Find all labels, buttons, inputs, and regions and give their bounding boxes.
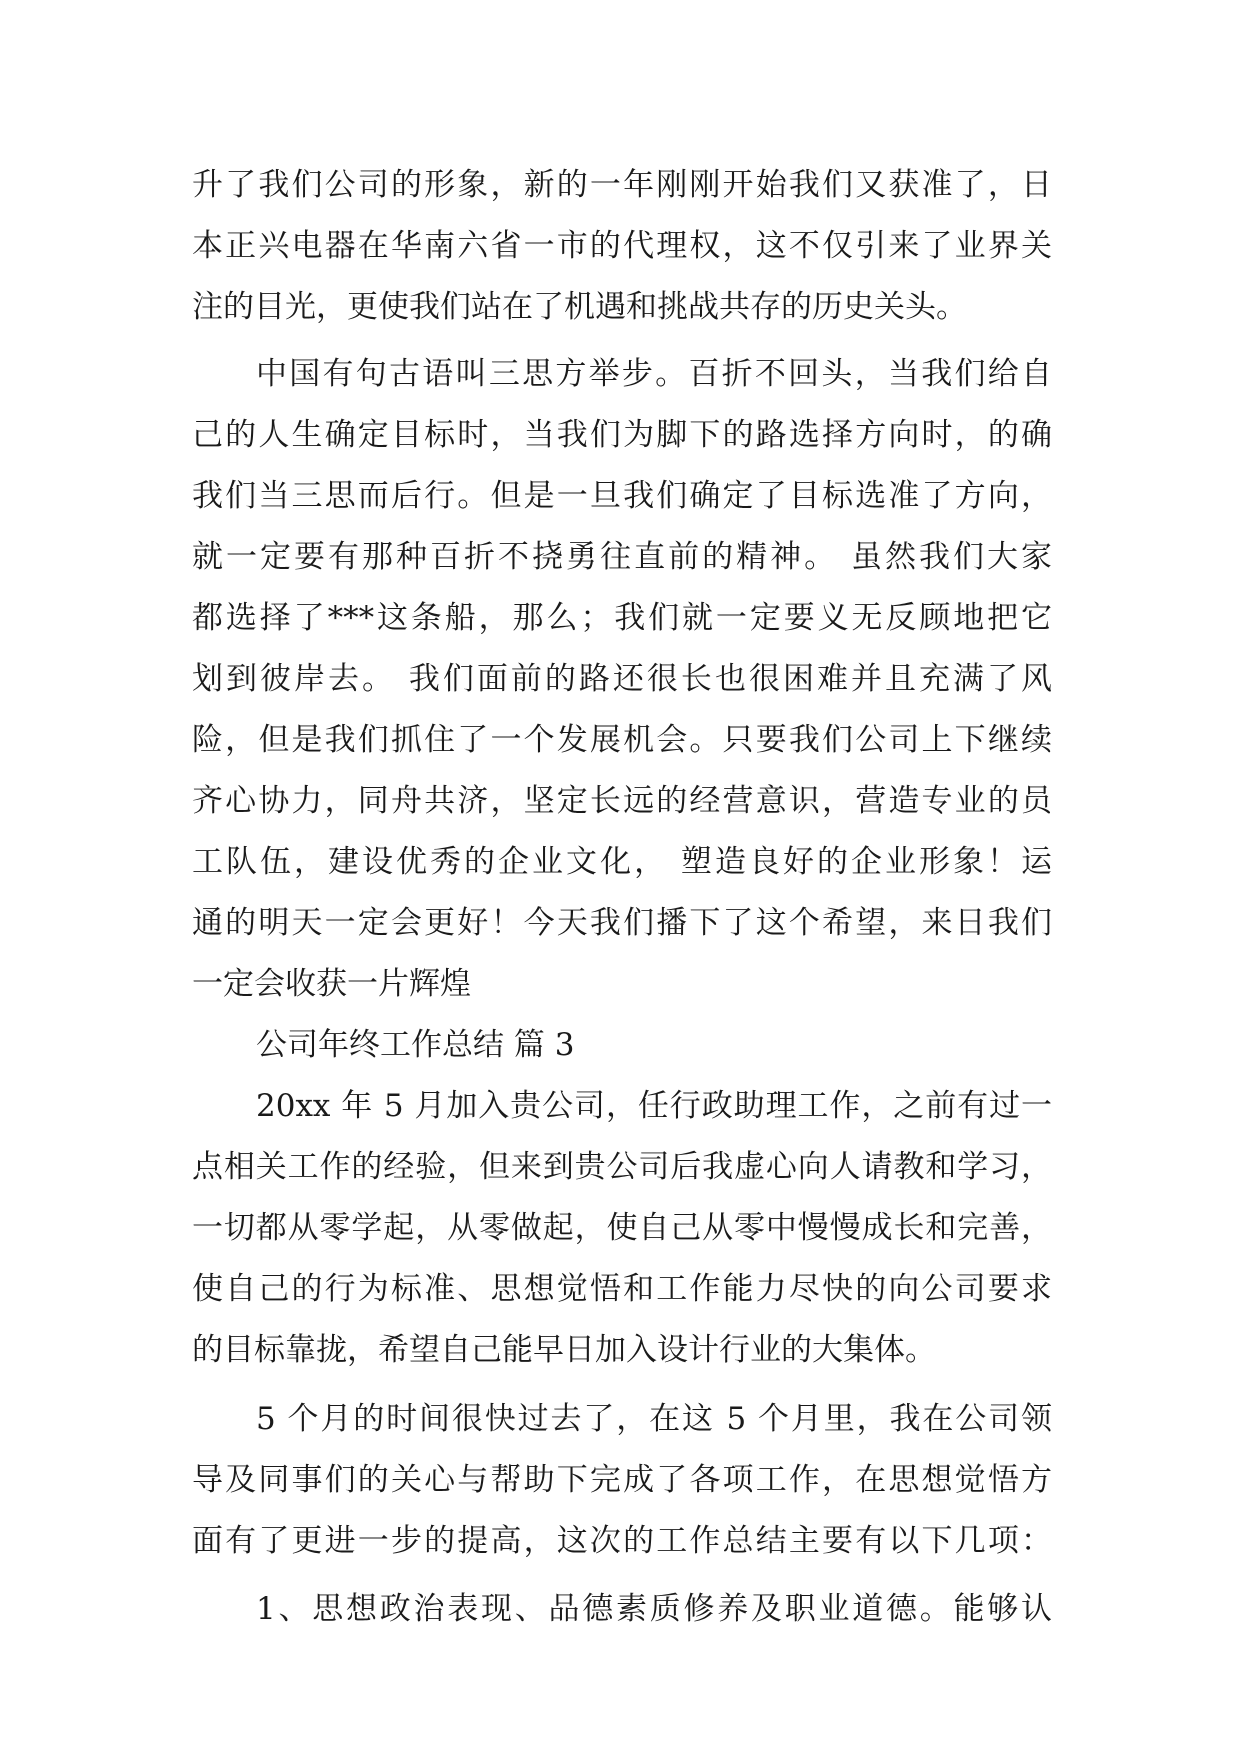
body-line: 中国有句古语叫三思方举步。百折不回头，当我们给自 (256, 356, 1052, 392)
body-line: 面有了更进一步的提高，这次的工作总结主要有以下几项： (192, 1523, 1052, 1559)
body-line: 险，但是我们抓住了一个发展机会。只要我们公司上下继续 (192, 722, 1052, 758)
body-line: 我们当三思而后行。但是一旦我们确定了目标选准了方向， (192, 478, 1052, 514)
body-line: 己的人生确定目标时，当我们为脚下的路选择方向时，的确 (192, 417, 1052, 453)
body-line: 通的明天一定会更好！今天我们播下了这个希望，来日我们 (192, 905, 1052, 941)
body-line: 就一定要有那种百折不挠勇往直前的精神。 虽然我们大家 (192, 539, 1052, 575)
body-line: 工队伍，建设优秀的企业文化， 塑造良好的企业形象！运 (192, 844, 1052, 880)
body-line: 20xx 年 5 月加入贵公司，任行政助理工作，之前有过一 (256, 1088, 1052, 1124)
body-line: 导及同事们的关心与帮助下完成了各项工作，在思想觉悟方 (192, 1462, 1052, 1498)
body-line: 点相关工作的经验，但来到贵公司后我虚心向人请教和学习， (192, 1149, 1052, 1185)
section-heading: 公司年终工作总结 篇 3 (256, 1027, 575, 1063)
body-line: 本正兴电器在华南六省一市的代理权，这不仅引来了业界关 (192, 228, 1052, 264)
body-line: 使自己的行为标准、思想觉悟和工作能力尽快的向公司要求 (192, 1271, 1052, 1307)
body-line: 升了我们公司的形象，新的一年刚刚开始我们又获准了，日 (192, 167, 1052, 203)
body-line: 一切都从零学起，从零做起，使自己从零中慢慢成长和完善， (192, 1210, 1052, 1246)
body-line: 5 个月的时间很快过去了，在这 5 个月里，我在公司领 (256, 1401, 1052, 1437)
body-line: 都选择了***这条船，那么；我们就一定要义无反顾地把它 (192, 600, 1052, 636)
body-line: 划到彼岸去。 我们面前的路还很长也很困难并且充满了风 (192, 661, 1052, 697)
body-line: 的目标靠拢，希望自己能早日加入设计行业的大集体。 (192, 1332, 936, 1368)
body-line: 注的目光，更使我们站在了机遇和挑战共存的历史关头。 (192, 289, 967, 325)
body-line: 一定会收获一片辉煌 (192, 966, 471, 1002)
body-line: 齐心协力，同舟共济，坚定长远的经营意识，营造专业的员 (192, 783, 1052, 819)
body-line: 1、思想政治表现、品德素质修养及职业道德。能够认 (256, 1591, 1052, 1627)
